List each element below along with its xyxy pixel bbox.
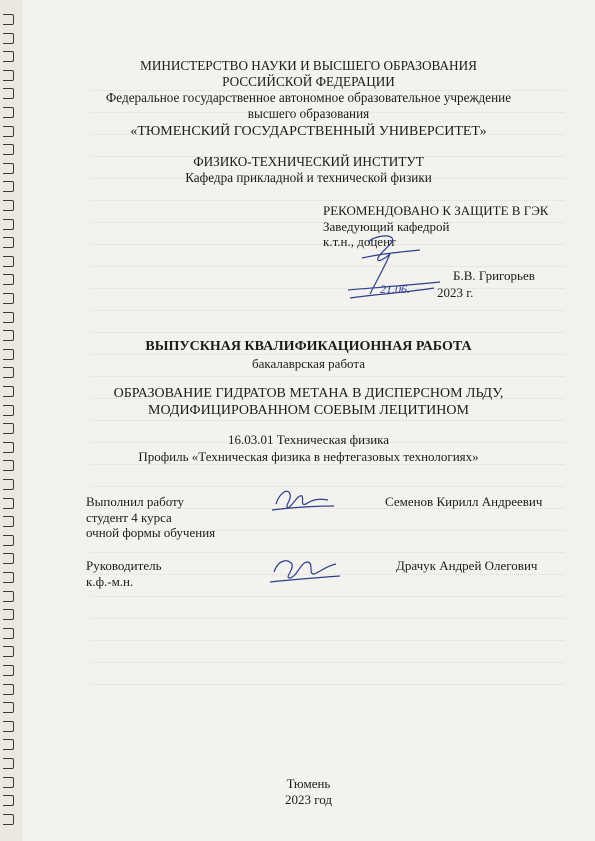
binding-ring [3,758,14,769]
approval-title: РЕКОМЕНДОВАНО К ЗАЩИТЕ В ГЭК [323,203,549,218]
ghost-line [90,618,565,620]
binding-ring [3,70,14,81]
work-title [22,385,595,419]
binding-ring [3,553,14,564]
ghost-line [90,332,565,334]
binding-ring [3,442,14,453]
binding-ring [3,256,14,267]
binding-ring [3,219,14,230]
ministry-line-1: МИНИСТЕРСТВО НАУКИ И ВЫСШЕГО ОБРАЗОВАНИЯ [140,58,477,73]
binding-ring [3,423,14,434]
binding-ring [3,274,14,285]
work-type-block [22,338,595,372]
binding-ring [3,107,14,118]
ghost-line [90,288,565,290]
university-name: «ТЮМЕНСКИЙ ГОСУДАРСТВЕННЫЙ УНИВЕРСИТЕТ» [130,124,487,139]
binding-ring [3,293,14,304]
work-title-line-1: ОБРАЗОВАНИЕ ГИДРАТОВ МЕТАНА В ДИСПЕРСНОМ ЛЬДУ, [113,386,504,401]
binding-ring [3,684,14,695]
binding-ring [3,126,14,137]
supervisor-signature [264,552,344,586]
author-label-2: студент 4 курса [86,509,172,525]
supervisor-label-1: Руководитель [86,558,162,573]
binding-ring [3,777,14,788]
supervisor-label [86,558,162,589]
binding-ring [3,665,14,676]
fgaou-line-1: Федеральное государственное автономное образовательное учреждение [105,90,512,105]
institute-name: ФИЗИКО-ТЕХНИЧЕСКИЙ ИНСТИТУТ [193,154,424,169]
approval-date-handwritten: 21.06. [380,282,410,296]
ghost-line [90,200,565,202]
head-signature [340,228,460,303]
binding-ring [3,144,14,155]
binding-ring [3,646,14,657]
approval-degree: к.т.н., доцент [323,234,396,249]
binding-ring [3,237,14,248]
author-signature [268,482,338,516]
author-label [86,494,215,541]
approval-year: 2023 г. [437,285,474,300]
ghost-line [90,420,565,422]
spiral-binding [0,0,22,841]
binding-ring [3,200,14,211]
binding-ring [3,312,14,323]
binding-ring [3,349,14,360]
binding-ring [3,535,14,546]
binding-ring [3,609,14,620]
binding-ring [3,702,14,713]
institute-block [22,154,595,186]
specialty-code: 16.03.01 Техническая физика [227,432,390,447]
work-subtype: бакалаврская работа [252,356,365,371]
binding-ring [3,721,14,732]
work-title-line-2: МОДИФИЦИРОВАННОМ СОЕВЫМ ЛЕЦИТИНОМ [148,403,469,418]
binding-ring [3,330,14,341]
binding-ring [3,479,14,490]
ghost-line [90,662,565,664]
author-label-1: Выполнил работу [86,494,185,509]
approval-role: Заведующий кафедрой [323,218,450,234]
ghost-line [90,640,565,642]
footer-block [22,776,595,808]
binding-ring [3,591,14,602]
author-name: Семенов Кирилл Андреевич [385,494,543,509]
binding-ring [3,516,14,527]
binding-ring [3,14,14,25]
binding-ring [3,814,14,825]
binding-ring [3,795,14,806]
binding-ring [3,460,14,471]
fgaou-line-2: высшего образования [247,106,370,121]
binding-ring [3,739,14,750]
binding-ring [3,163,14,174]
binding-ring [3,405,14,416]
ministry-name [22,58,595,140]
ghost-line [90,596,565,598]
work-type: ВЫПУСКНАЯ КВАЛИФИКАЦИОННАЯ РАБОТА [145,339,472,354]
binding-ring [3,51,14,62]
footer-year: 2023 год [285,792,332,807]
approval-name: Б.В. Григорьев [453,268,535,283]
author-label-3: очной формы обучения [86,525,216,540]
footer-city: Тюмень [286,776,331,791]
specialty-profile: Профиль «Техническая физика в нефтегазовых технологиях» [138,448,479,464]
binding-ring [3,572,14,583]
department-name: Кафедра прикладной и технической физики [185,170,432,185]
ministry-line-2: РОССИЙСКОЙ ФЕДЕРАЦИИ [222,74,395,89]
binding-ring [3,628,14,639]
binding-ring [3,181,14,192]
binding-ring [3,33,14,44]
specialty-block [22,432,595,465]
supervisor-name: Драчук Андрей Олегович [396,558,538,573]
binding-ring [3,386,14,397]
ghost-line [90,310,565,312]
binding-ring [3,367,14,378]
binding-ring [3,88,14,99]
supervisor-label-2: к.ф.-м.н. [86,573,134,589]
binding-ring [3,498,14,509]
ghost-line [90,684,565,686]
ghost-line [90,376,565,378]
